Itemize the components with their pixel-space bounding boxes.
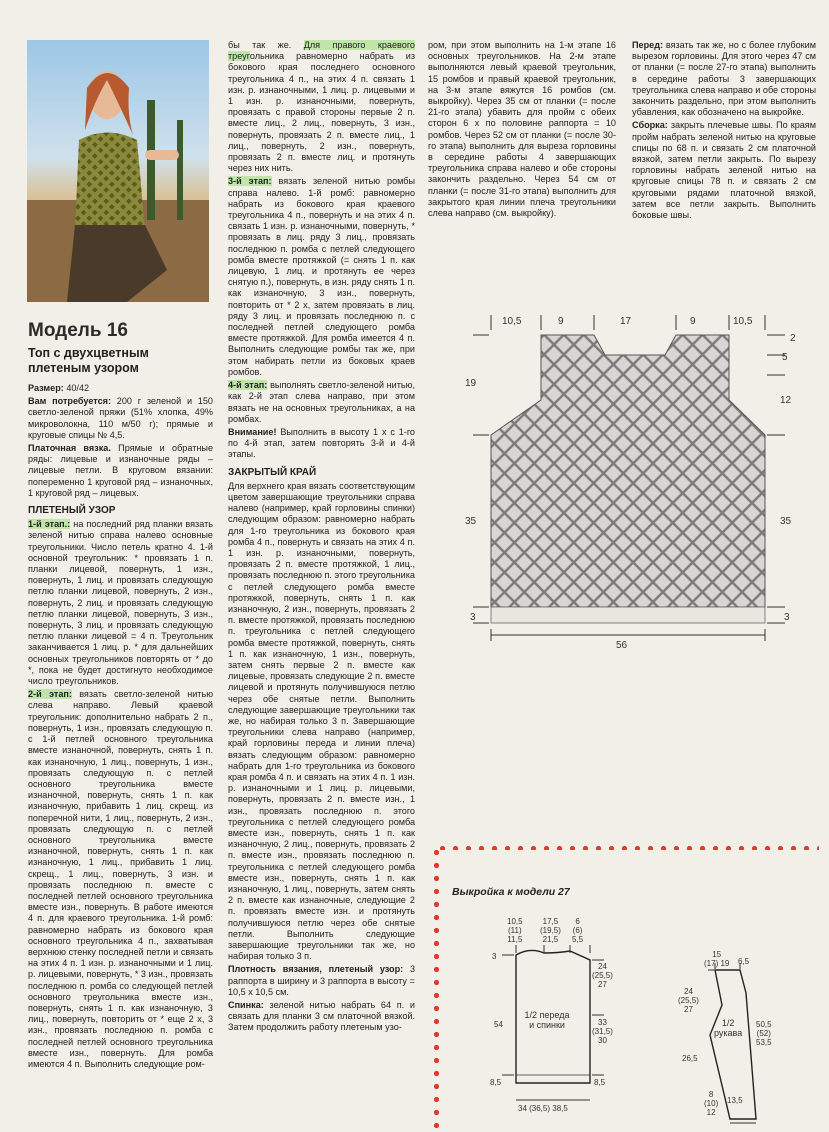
d27-sleeve-center: 1/2 рукава [714, 1018, 743, 1038]
size-value: 40/42 [66, 383, 90, 393]
d27-sleeve-left: 24 (25,5) 27 [678, 987, 699, 1014]
dotted-separator [436, 846, 819, 850]
stage4-text: выполнять светло-зеленой нитью, как 2-й этап слева направо, при этом вязать не на основных треугольниках, а на ромбах. [228, 380, 416, 424]
back-label: Спинка: [228, 1000, 264, 1011]
back-text: зеленой нитью набрать 64 п. и связать для планки 3 см платочной вязкой. Затем продолжить работу плетеным узо- [228, 1000, 415, 1033]
dim-right-1: 2 [790, 333, 796, 344]
d27-bottom: 34 (36,5) 38,5 [518, 1104, 568, 1113]
dim-top-1: 10,5 [502, 316, 522, 327]
dim-right-5: 3 [784, 612, 790, 623]
column-1 [28, 383, 213, 1072]
d27-center-label: 1/2 переда и спинки [524, 1010, 570, 1030]
dim-top-2: 9 [558, 316, 564, 327]
stage1-label: 1-й этап.: [28, 519, 71, 530]
attention-label: Внимание! [228, 426, 277, 437]
d27-left-3: 3 [492, 952, 497, 961]
dim-left-2: 35 [465, 516, 477, 527]
stage2-label: 2-й этап: [28, 689, 72, 700]
model-title: Модель 16 [28, 320, 128, 341]
d27-sleeve-265: 26,5 [682, 1054, 698, 1063]
plat-label: Платочная вязка. [28, 443, 111, 454]
dim-right-3: 12 [780, 395, 792, 406]
d27-sleeve-bottom-b: 13,5 [727, 1096, 743, 1105]
stage3-text: вязать зеленой нитью ромбы справа налево. 1-й ромб: равномерно набрать из бокового края краевого треугольника 4 п., повернуть и на этих 4 п. связать 1 изн. р. изнаночными, повернуть, * провязать в лиц. ряду 3 лиц., провязать последнюю п. ромба с петлей следующего ромба вместе протяжкой (= снять 1 п. как лицевую, 1 лиц. и протянуть ее через снятую п.), повернуть, в изн. ряду снять 1 п. как изнаночную, 3 изн., повернуть, повторить от * 2 х, затем провязать в лиц. ряду 3 лиц. и провязать последнюю п. с последней петлей следующего ромба вместе протяжкой. Для ромба имеется 4 п. Выполнить следующие ромбы так же, при этом набирать петли из боковых краев ромбов. [228, 176, 416, 377]
dim-top-3: 17 [620, 316, 632, 327]
column-4 [632, 40, 816, 223]
size-label: Размер: [28, 383, 64, 393]
plat-value: Прямые и обратные ряды: лицевые и изнаночные ряды – лицевые петли. В круговом вязании: попеременно 1 круговой ряд – изнаночных, 1 круговой ряд – лицевых. [28, 443, 213, 498]
attention-text: Выполнить в высоту 1 х с 1-го по 4-й этап, затем повторять 3-й и 4-й этапы. [228, 426, 415, 460]
d27-sleeve-right: 50,5 (52) 53,5 [756, 1020, 772, 1047]
dim-right-4: 35 [780, 516, 792, 527]
d27-sleeve-top2: 6,5 [738, 957, 750, 966]
pattern-heading: ПЛЕТЕНЫЙ УЗОР [28, 505, 116, 517]
stage2-text: дополнительно набрать 2 п., повернуть, 1 изн., провязать следующую п. с 1-й петлей основного треугольника вместе изнаночной, повернуть, снять 1 п. как изнаночную, 1 лиц., повернуть, 1 изн., провязать следующую п. с петлей основного треугольника вместе изнаночной, повернуть, снять 1 п. как изнаночную, прибавить 1 лиц. скрещ. из поперечной нити, 1 лиц., повернуть, 2 изн., провязать следующую п. с петлей основного треугольника вместе изнаночной, повернуть, снять 1 п. как изнаночную, 1 лиц., прибавить 1 лиц. скрещ., 1 лиц., повернуть, 3 изн. и провязать последнюю п. вместе с последней петлей основного треугольника вместе изн., повернуть. В работе имеются 4 п. для краевого треугольника. 1-й ромб: равномерно набрать из бокового края основного треугольника 4 п., захватывая верхнюю стенку последней петли и связать на этих 4 п. 1 изн. р. изнаночными и 1 лиц. р. лицевыми, повернуть, * 3 изн., провязать последнюю п. ромба со следующей петлей основного треугольника вместе изн., повернуть, снять 1 п. как изнаночную, 3 лиц., повернуть, повторить от * еще 2 х, 3 изн., провязать последнюю п. ромба с последней петлей основного треугольника вместе изн., повернуть. Для ромба имеются 4 п. Выполнить следующие ром- [28, 711, 213, 1069]
model-photo [27, 40, 209, 302]
d27-right-a: 24 (25,5) 27 [592, 962, 613, 989]
stage1-text: на последний ряд планки вязать зеленой нитью справа налево основные треугольники. Число петель кратно 4. 1-й основной треугольник: * провязать 1 п. планки лицевой, повернуть, 1 изн., повернуть, 1 лиц. и провязать следующую петлю планки лицевой, повернуть, 2 изн., повернуть, 2 лиц. и провязать следующую петлю планки лицевой, повернуть, 3 изн., повернуть, 3 лиц. и провязать следующую петлю планки лицевой = 4 п. Треугольник заканчивается 1 лиц. р. * для дальнейших основных треугольников повторять от * до *, пока не будет достигнуто необходимое число треугольников. [28, 519, 213, 687]
density-label: Плотность вязания, плетеный узор: [228, 964, 404, 975]
need-label: Вам потребуется: [28, 396, 111, 407]
closed-edge-heading: ЗАКРЫТЫЙ КРАЙ [228, 466, 317, 478]
dotted-separator-vertical [434, 846, 439, 1131]
d27-top-a: 10,5 (11) 11,5 [507, 917, 523, 944]
d27-right-85: 8,5 [594, 1078, 606, 1087]
d27-top-b: 17,5 (19,5) 21,5 [540, 917, 561, 944]
column-3 [428, 40, 616, 221]
d27-right-b: 33 (31,5) 30 [592, 1018, 613, 1045]
column-2 [228, 40, 415, 1036]
dim-left-3: 3 [470, 612, 476, 623]
density-text: 3 раппорта в ширину и 3 раппорта в высоту = 10,5 х 10,5 см. [228, 964, 415, 997]
col3-text: ром, при этом выполнить на 1-м этапе 16 основных треугольников. На 2-м этапе выполняются левый краевой треугольник, 15 ромбов и правый краевой треугольник, на 3-м этапе вяжутся 16 ромбов (см. выкройку). Через 35 см от планки (= после 21-го этапа) убавить для пройм с обеих сторон 6 х по половине раппорта = 10 ромбов. Через 52 см от планки (= после 30-го этапа) выполнить для выреза горловины в середине работы 4 завершающих треугольника справа налево и обе стороны закончить раздельно. Через 54 см от планки (= после 31-го этапа) выполнить для закрытого края линии плеча треугольники слева направо (см. выкройку). [428, 40, 616, 219]
stage3-label: 3-й этап: [228, 176, 272, 187]
pattern-diagram-16 [455, 305, 805, 645]
dim-bottom: 56 [616, 640, 628, 651]
stage2-highlight: вязать светло-зеленой нитью слева направо. Левый краевой треугольник: [28, 689, 214, 722]
model-subtitle: Топ с двухцветным плетеным узором [28, 346, 149, 375]
dim-top-5: 10,5 [733, 316, 753, 327]
assembly-label: Сборка: [632, 120, 668, 131]
dim-right-2: 5 [782, 352, 788, 363]
closed-edge-text: Для верхнего края вязать соответствующим цветом завершающие треугольники справа налево (например, край горловины спинки) следующим образом: равномерно набрать для 1-го треугольника из бокового края ромба 4 п., повернуть и связать на этих 4 п. 1 изн. р. изнаночными, повернуть, провязать 2 п. вместе протяжкой, 1 лиц., провязать последнюю п. этого треугольника с петлей следующего ромба вместе протяжкой, повернуть, снять 1 п. как изнаночную, 2 изн., повернуть, провязать 2 п. вместе протяжкой, провязать последнюю п. треугольника с петлей следующего ромба вместе протяжкой, повернуть, снять 1 п. как изнаночную, 1 изн., повернуть, затем снять первые 2 п. вместе как лицевые, провязать следующие 2 п. вместе лицевой и протянуть получившуюся петлю через обе снятые петли. Выполнить следующие завершающие треугольники так же, но набирая только 3 п. Завершающие треугольники слева направо (например, край горловины переда и линии плеча) вязать следующим образом: равномерно набрать для 1-го треугольника из бокового края ромба 4 п. и связать на этих 4 п. 1 изн. р. изнаночными и 1 лиц. р. лицевыми, повернуть, провязать 2 п. вместе изн., 1 изн., провязать последнюю п. этого треугольника с петлей следующего ромба вместе изн., повернуть, снять 1 п. как изнаночную, 2 лиц., повернуть, провязать 2 п. вместе изн., провязать последнюю п. треугольника с петлей следующего ромба вместе изн., повернуть, снять 1 п. как изнаночную, 1 лиц., повернуть, затем снять 2 п. вместе как изнаночные, следующие 2 п. провязать вместе изн. и протянуть получившуюся петлю через обе снятые петли. Выполнить следующие завершающие треугольники так же, но набирая только 3 п. [228, 480, 415, 962]
col2-p1-highlight: Для правого краевого треуг [228, 40, 415, 62]
diagram27-title: Выкройка к модели 27 [452, 886, 570, 898]
d27-left-54: 54 [494, 1020, 503, 1029]
dim-left-1: 19 [465, 378, 477, 389]
dim-top-4: 9 [690, 316, 696, 327]
d27-top-c: 6 (6) 5,5 [572, 917, 584, 944]
front-text: вязать так же, но с более глубоким вырезом горловины. Для этого через 47 см от планки (= после 27-го этапа) выполнить в середине работы 3 завершающих треугольника слева направо и обе стороны закончить раздельно, при этом выполнить убавления, как обозначено на выкройке. [632, 40, 816, 118]
pattern-diagram-27 [440, 905, 820, 1132]
front-label: Перед: [632, 40, 664, 50]
need-value: 200 г зеленой и 150 светло-зеленой пряжи (51% хлопка, 49% микроволокна, 110 м/50 г); прямые и круговые спицы № 4,5. [28, 396, 213, 440]
d27-left-85: 8,5 [490, 1078, 502, 1087]
assembly-text: закрыть плечевые швы. По краям пройм набрать зеленой нитью на круговые спицы по 68 п. и связать 2 см платочной вязкой, затем петли закрыть. По вырезу горловины набрать зеленой нитью на круговые спицы 78 п. и связать 2 см круговыми рядами платочной вязкой, затем все петли закрыть. Выполнить боковые швы. [632, 120, 816, 221]
d27-sleeve-top: 15 (17) 19 [704, 950, 730, 968]
col2-p1-a: бы так же. [228, 40, 292, 50]
stage4-label: 4-й этап: [228, 380, 268, 391]
d27-sleeve-bottom-a: 8 (10) 12 [704, 1090, 719, 1117]
col2-p1-b: ольника равномерно набрать из бокового края последнего основного треугольника 4 п., на этих 4 п. связать 1 изн. р. изнаночными, 1 лиц. р. лицевыми и 1 изн. р. изнаночными, повернуть, провязать с правой стороны первые 2 п. вместе лиц., 2 лиц., повернуть, 3 изн., повернуть, провязать 2 п. вместе лиц., 1 лиц., повернуть, 2 изн., повернуть, провязать 2 п. вместе лиц. и протянуть через них нить. [228, 51, 415, 174]
